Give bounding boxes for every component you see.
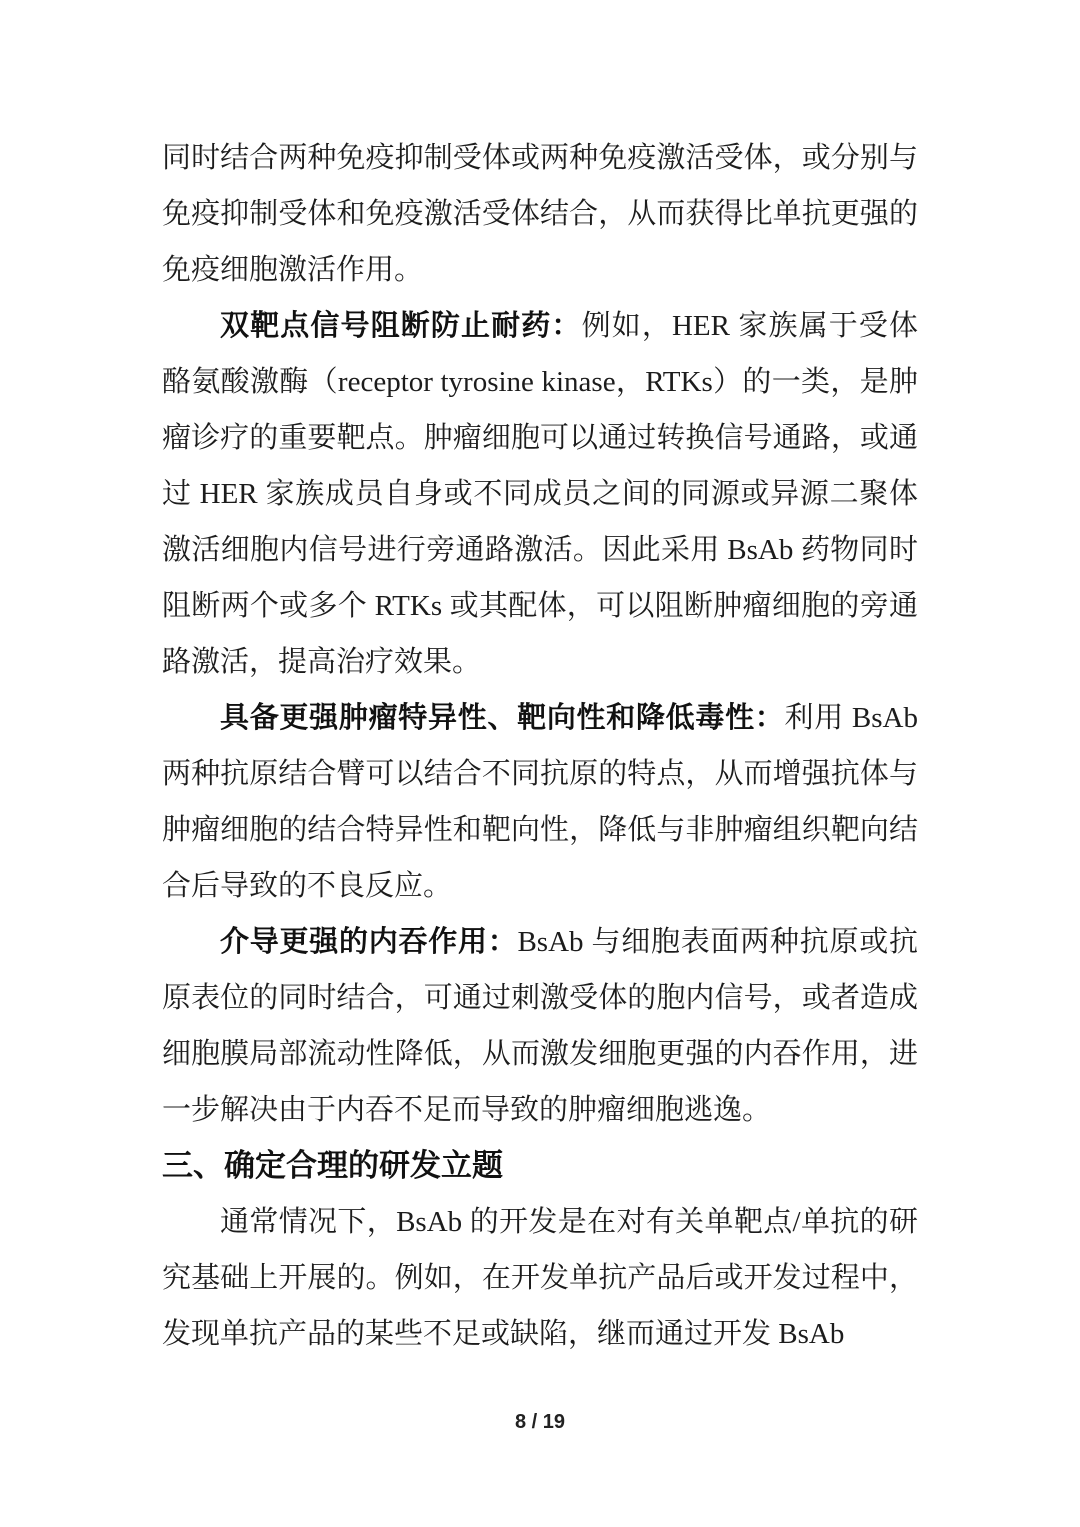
paragraph-lead-bold: 具备更强肿瘤特异性、靶向性和降低毒性： — [220, 702, 785, 734]
paragraph-text: 例如，HER 家族属于受体酪氨酸激酶（receptor tyrosine kinase，RTKs）的一类，是肿瘤诊疗的重要靶点。肿瘤细胞可以通过转换信号通路，或通过 HER 家族成员自身或不同成员之间的同源或异源二聚体激活细胞内信号进行旁通路激活。因此采用 BsAb 药物同时阻断两个或多个 RTKs 或其配体，可以阻断肿瘤细胞的旁通路激活，提高治疗效果。 — [162, 310, 918, 678]
paragraph-text: 通常情况下，BsAb 的开发是在对有关单靶点/单抗的研究基础上开展的。例如，在开发单抗产品后或开发过程中，发现单抗产品的某些不足或缺陷，继而通过开发 BsAb — [162, 1206, 918, 1350]
paragraph — [162, 1194, 918, 1362]
document-body — [162, 130, 918, 1362]
paragraph-text: 同时结合两种免疫抑制受体或两种免疫激活受体，或分别与免疫抑制受体和免疫激活受体结合，从而获得比单抗更强的免疫细胞激活作用。 — [162, 142, 918, 286]
paragraph — [162, 298, 918, 690]
section-heading: 三、确定合理的研发立题 — [162, 1148, 503, 1183]
paragraph-lead-bold: 双靶点信号阻断防止耐药： — [220, 310, 582, 342]
page-number: 8 / 19 — [514, 1411, 566, 1433]
paragraph — [162, 130, 918, 298]
paragraph — [162, 914, 918, 1138]
paragraph-lead-bold: 介导更强的内吞作用： — [220, 926, 518, 958]
paragraph-text: BsAb 与细胞表面两种抗原或抗原表位的同时结合，可通过刺激受体的胞内信号，或者造成细胞膜局部流动性降低，从而激发细胞更强的内吞作用，进一步解决由于内吞不足而导致的肿瘤细胞逃逸。 — [162, 926, 918, 1126]
paragraph — [162, 690, 918, 914]
paragraph-text: 利用 BsAb 两种抗原结合臂可以结合不同抗原的特点，从而增强抗体与肿瘤细胞的结合特异性和靶向性，降低与非肿瘤组织靶向结合后导致的不良反应。 — [162, 702, 918, 902]
